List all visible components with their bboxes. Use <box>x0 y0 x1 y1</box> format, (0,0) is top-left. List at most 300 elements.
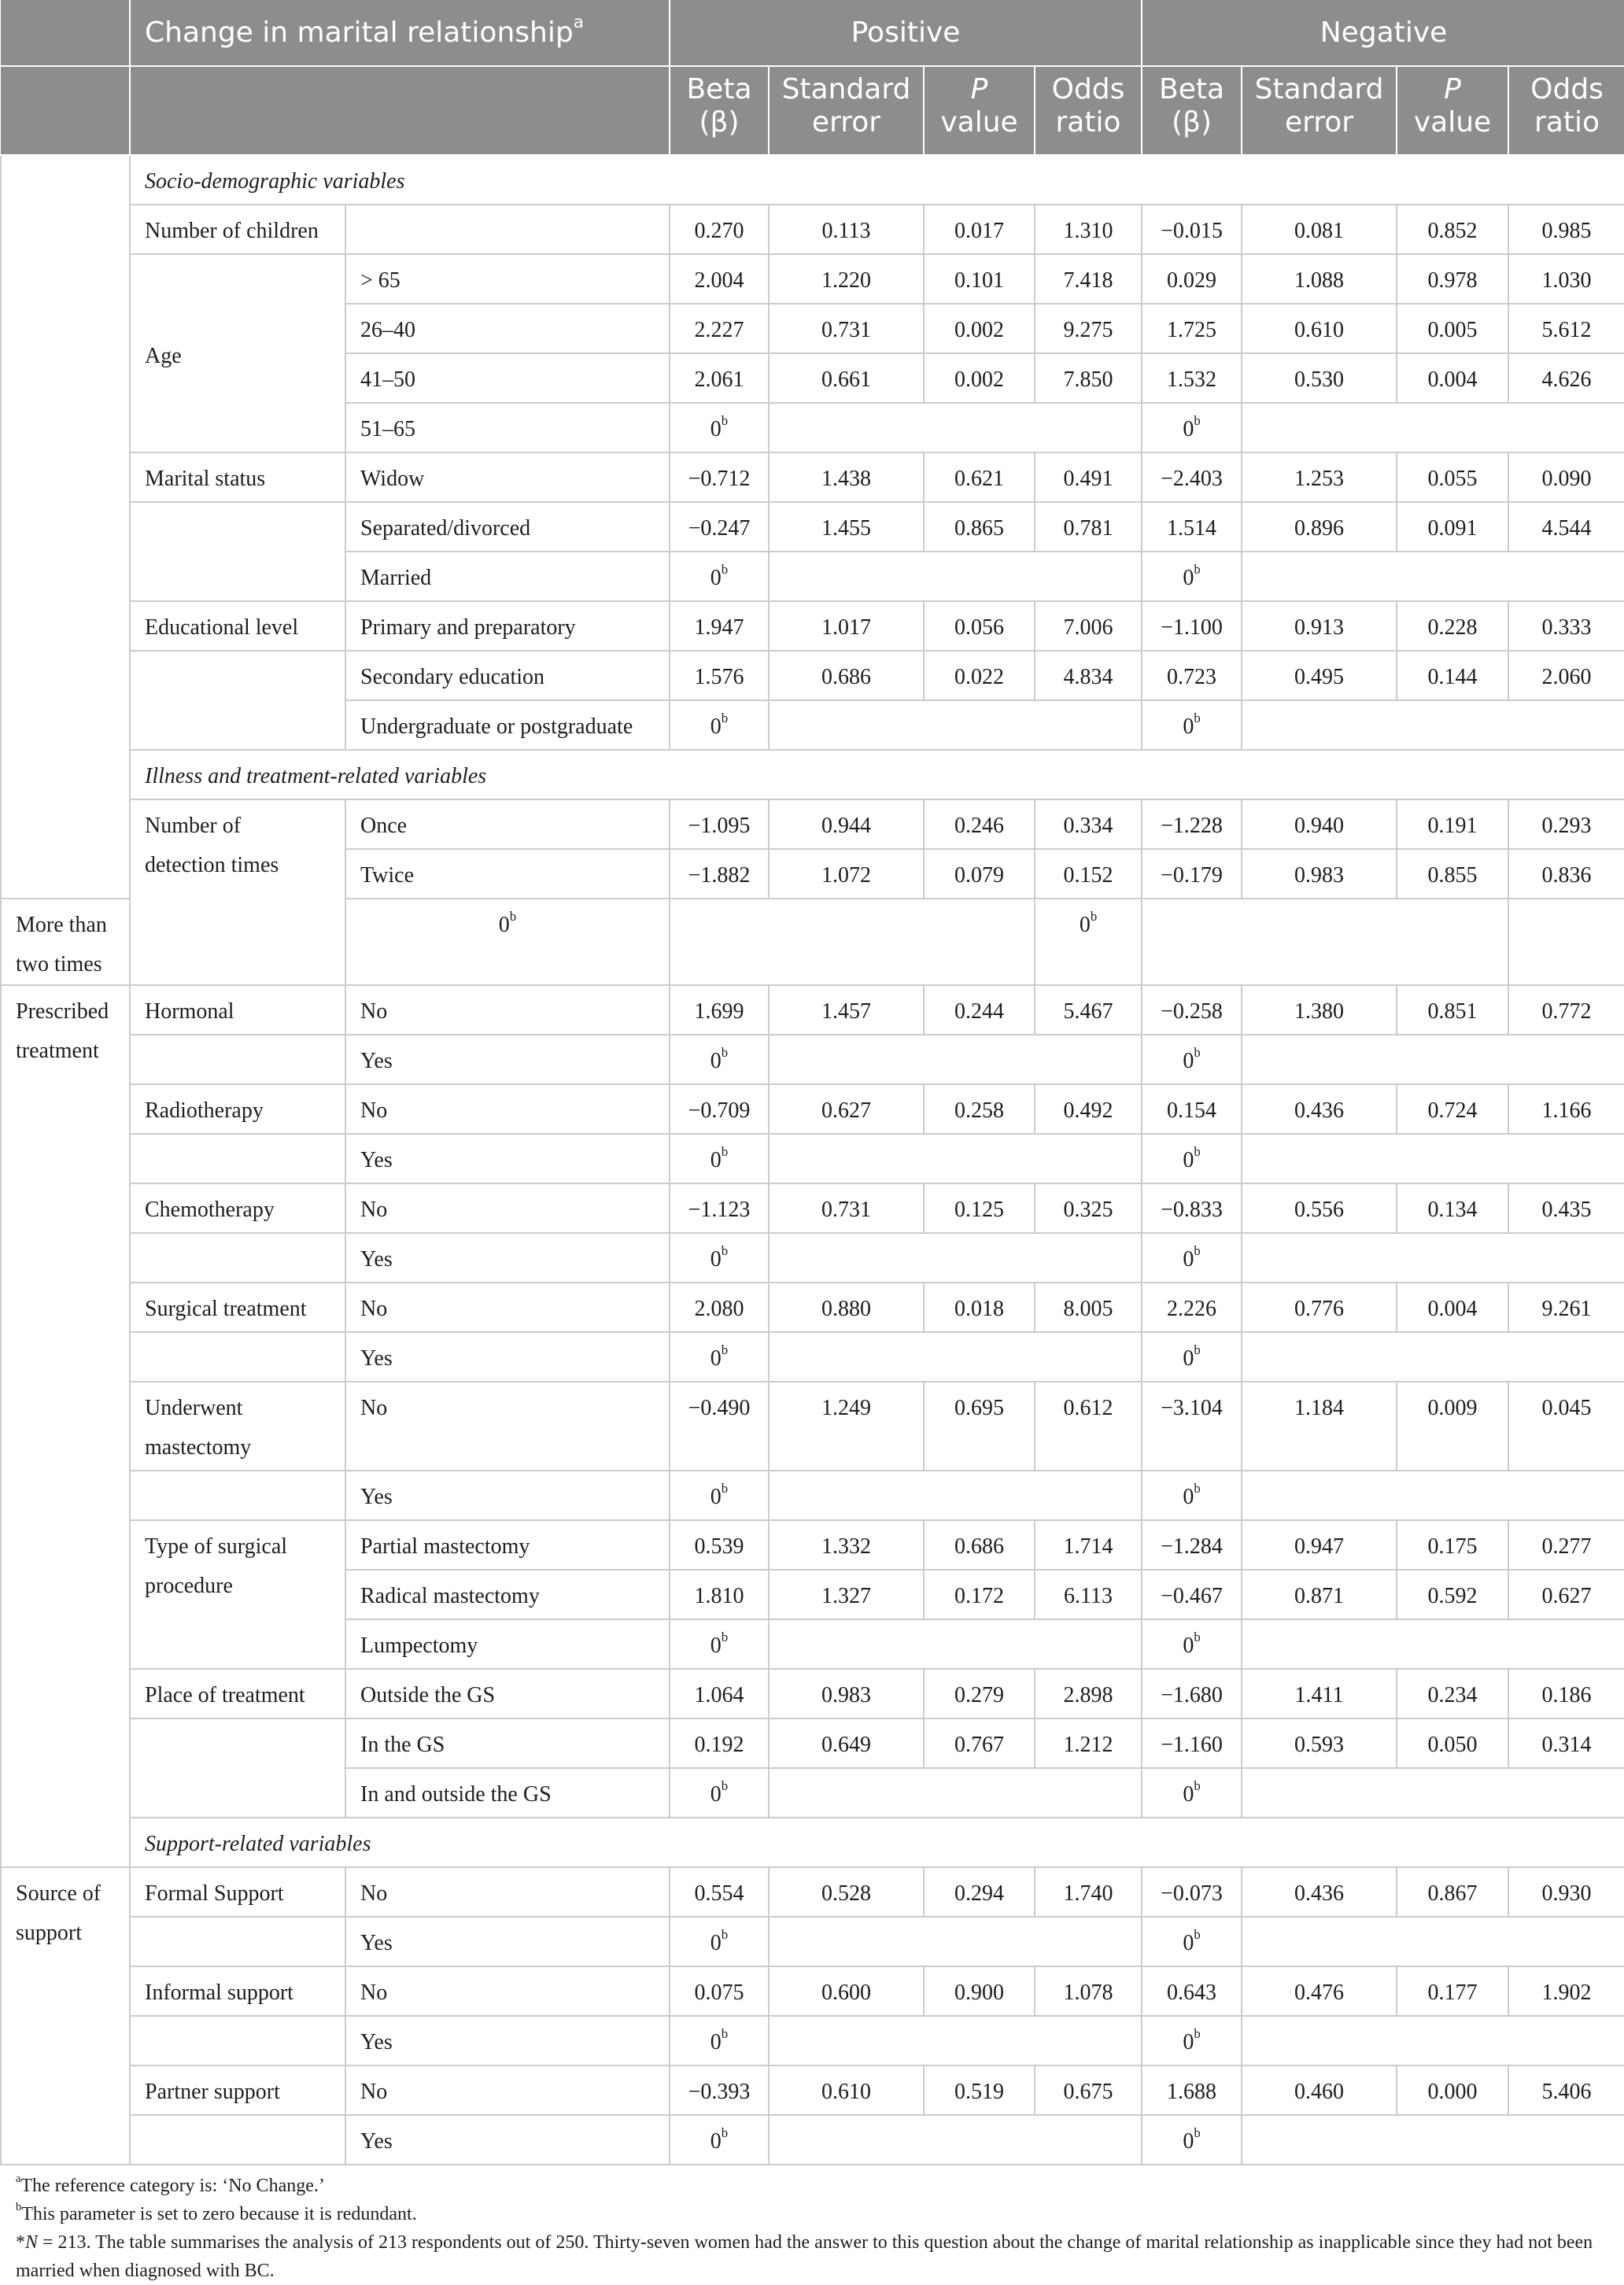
reference-footnote-mark: b <box>721 711 729 726</box>
table-row <box>1 1718 1624 1768</box>
header-blank-cell <box>130 66 670 155</box>
table-header <box>1 0 1624 155</box>
value-cell: 0.530 <box>1242 353 1397 403</box>
value-cell: 0.528 <box>769 1867 924 1917</box>
reference-footnote-mark: b <box>721 1342 729 1358</box>
col-header-or: Odds ratio <box>1508 66 1624 155</box>
value-cell: 1.688 <box>1142 2065 1242 2115</box>
table-row <box>1 2016 1624 2065</box>
value-cell: 2.226 <box>1142 1283 1242 1332</box>
col-header-se: Standard error <box>1242 66 1397 155</box>
value-cell: 0.983 <box>769 1669 924 1718</box>
level-label: In and outside the GS <box>345 1768 670 1818</box>
value-cell: 0.947 <box>1242 1520 1397 1570</box>
value-cell: 0.913 <box>1242 601 1397 651</box>
value-cell: 1.249 <box>769 1382 924 1471</box>
value-cell: −1.882 <box>670 849 769 899</box>
reference-footnote-mark: b <box>1090 909 1098 925</box>
variable-label: Underwent mastectomy <box>130 1382 345 1471</box>
table-row <box>1 1382 1624 1471</box>
value-cell: 1.699 <box>670 985 769 1035</box>
reference-footnote-mark: b <box>721 2026 729 2042</box>
table-row <box>1 452 1624 502</box>
reference-value: 0 <box>710 1049 722 1073</box>
value-cell: 0.495 <box>1242 651 1397 700</box>
value-cell: 0.731 <box>769 1183 924 1233</box>
value-cell: 0.234 <box>1397 1669 1508 1718</box>
value-cell: 1.088 <box>1242 254 1397 304</box>
value-cell <box>1142 403 1242 452</box>
value-cell: 1.332 <box>769 1520 924 1570</box>
value-cell <box>345 899 670 985</box>
value-cell: 0.090 <box>1508 452 1624 502</box>
value-cell <box>1035 899 1142 985</box>
reference-footnote-mark: b <box>1194 413 1201 429</box>
empty-cell <box>1242 1917 1624 1966</box>
level-label: No <box>345 1183 670 1233</box>
value-cell: 0.627 <box>1508 1570 1624 1619</box>
empty-cell <box>1242 700 1624 750</box>
level-label: > 65 <box>345 254 670 304</box>
value-cell: 1.514 <box>1142 502 1242 552</box>
value-cell: 0.334 <box>1035 799 1142 849</box>
value-cell: 4.626 <box>1508 353 1624 403</box>
value-cell: 0.610 <box>1242 304 1397 353</box>
level-label: 41–50 <box>345 353 670 403</box>
empty-cell <box>769 2016 1142 2065</box>
header-title: Change in marital relationship$^a$ <box>130 0 670 66</box>
reference-value: 0 <box>710 1633 722 1658</box>
value-cell: −0.393 <box>670 2065 769 2115</box>
value-cell: 2.004 <box>670 254 769 304</box>
value-cell: 0.325 <box>1035 1183 1142 1233</box>
reference-footnote-mark: b <box>1194 2026 1201 2042</box>
level-label: More than two times <box>1 899 130 985</box>
table-row <box>1 254 1624 304</box>
reference-footnote-mark: b <box>721 1778 729 1794</box>
value-cell: 0.017 <box>924 205 1035 254</box>
reference-value: 0 <box>1183 1633 1194 1658</box>
table-row <box>1 651 1624 700</box>
level-label: 26–40 <box>345 304 670 353</box>
value-cell: 1.455 <box>769 502 924 552</box>
level-label: Lumpectomy <box>345 1619 670 1669</box>
value-cell: 0.600 <box>769 1966 924 2016</box>
value-cell: 0.314 <box>1508 1718 1624 1768</box>
value-cell: 0.435 <box>1508 1183 1624 1233</box>
value-cell: 0.002 <box>924 304 1035 353</box>
value-cell: 0.865 <box>924 502 1035 552</box>
level-label: Yes <box>345 1134 670 1183</box>
value-cell: 2.898 <box>1035 1669 1142 1718</box>
value-cell: 0.045 <box>1508 1382 1624 1471</box>
reference-footnote-mark: b <box>1194 1045 1201 1061</box>
value-cell: 0.186 <box>1508 1669 1624 1718</box>
table-row <box>1 1084 1624 1134</box>
value-cell: 1.576 <box>670 651 769 700</box>
value-cell: 0.294 <box>924 1867 1035 1917</box>
table-body <box>1 155 1624 2165</box>
value-cell: 1.457 <box>769 985 924 1035</box>
reference-value: 0 <box>1183 1346 1194 1371</box>
level-label: Twice <box>345 849 670 899</box>
variable-label: Age <box>130 254 345 452</box>
col-header-p: P value <box>924 66 1035 155</box>
variable-label: Radiotherapy <box>130 1084 345 1134</box>
value-cell: 7.850 <box>1035 353 1142 403</box>
value-cell: 0.279 <box>924 1669 1035 1718</box>
variable-label: Hormonal <box>130 985 345 1035</box>
variable-label: Place of treatment <box>130 1669 345 1718</box>
table-row <box>1 1471 1624 1520</box>
empty-cell <box>769 1471 1142 1520</box>
value-cell: 1.253 <box>1242 452 1397 502</box>
reference-footnote-mark: b <box>1194 2125 1201 2141</box>
reference-footnote-mark: b <box>1194 1927 1201 1943</box>
table-row <box>1 1283 1624 1332</box>
value-cell: 0.661 <box>769 353 924 403</box>
value-cell: 0.333 <box>1508 601 1624 651</box>
value-cell: −0.490 <box>670 1382 769 1471</box>
value-cell: 0.004 <box>1397 1283 1508 1332</box>
value-cell: 0.101 <box>924 254 1035 304</box>
variable-label <box>130 2016 345 2065</box>
value-cell: 0.627 <box>769 1084 924 1134</box>
value-cell: 6.113 <box>1035 1570 1142 1619</box>
level-label <box>345 205 670 254</box>
empty-cell <box>1142 899 1508 985</box>
value-cell: −1.160 <box>1142 1718 1242 1768</box>
level-label: Yes <box>345 2016 670 2065</box>
value-cell: 1.725 <box>1142 304 1242 353</box>
reference-value: 0 <box>710 417 722 441</box>
level-label: Widow <box>345 452 670 502</box>
level-label: No <box>345 1084 670 1134</box>
value-cell <box>670 1332 769 1382</box>
value-cell <box>670 1917 769 1966</box>
level-label: Yes <box>345 1471 670 1520</box>
value-cell: 0.643 <box>1142 1966 1242 2016</box>
value-cell: 1.532 <box>1142 353 1242 403</box>
value-cell: 0.144 <box>1397 651 1508 700</box>
variable-label: Number of children <box>130 205 345 254</box>
reference-value: 0 <box>710 714 722 739</box>
value-cell: 1.017 <box>769 601 924 651</box>
reference-value: 0 <box>710 1782 722 1807</box>
value-cell: 4.834 <box>1035 651 1142 700</box>
empty-cell <box>1242 1471 1624 1520</box>
reference-value: 0 <box>1183 1148 1194 1172</box>
value-cell: 8.005 <box>1035 1283 1142 1332</box>
value-cell: 0.612 <box>1035 1382 1142 1471</box>
value-cell: 0.005 <box>1397 304 1508 353</box>
value-cell: 0.172 <box>924 1570 1035 1619</box>
value-cell: −0.015 <box>1142 205 1242 254</box>
table-row <box>1 2115 1624 2165</box>
col-header-or: Odds ratio <box>1035 66 1142 155</box>
value-cell: 1.947 <box>670 601 769 651</box>
reference-footnote-mark: b <box>721 1481 729 1497</box>
value-cell: 5.406 <box>1508 2065 1624 2115</box>
value-cell: 0.767 <box>924 1718 1035 1768</box>
level-label: Married <box>345 552 670 601</box>
value-cell: 0.556 <box>1242 1183 1397 1233</box>
header-group-positive: Positive <box>670 0 1142 66</box>
variable-label: Partner support <box>130 2065 345 2115</box>
reference-value: 0 <box>1183 2030 1194 2054</box>
reference-value: 0 <box>710 1148 722 1172</box>
value-cell: 5.612 <box>1508 304 1624 353</box>
value-cell: 0.852 <box>1397 205 1508 254</box>
section-row <box>1 1818 1624 1867</box>
reference-value: 0 <box>710 1247 722 1272</box>
value-cell: 0.772 <box>1508 985 1624 1035</box>
variable-label <box>130 1917 345 1966</box>
value-cell <box>1142 1619 1242 1669</box>
value-cell: 0.724 <box>1397 1084 1508 1134</box>
reference-footnote-mark: b <box>1194 1630 1201 1645</box>
value-cell: 0.871 <box>1242 1570 1397 1619</box>
value-cell: 1.030 <box>1508 254 1624 304</box>
empty-cell <box>769 1619 1142 1669</box>
value-cell: 0.154 <box>1142 1084 1242 1134</box>
value-cell: 0.002 <box>924 353 1035 403</box>
empty-cell <box>1242 1768 1624 1818</box>
value-cell: 0.191 <box>1397 799 1508 849</box>
value-cell: 0.175 <box>1397 1520 1508 1570</box>
value-cell: 1.184 <box>1242 1382 1397 1471</box>
value-cell: 1.327 <box>769 1570 924 1619</box>
value-cell: 0.554 <box>670 1867 769 1917</box>
variable-label: Informal support <box>130 1966 345 2016</box>
value-cell: 1.166 <box>1508 1084 1624 1134</box>
value-cell: 0.081 <box>1242 205 1397 254</box>
value-cell: 0.029 <box>1142 254 1242 304</box>
empty-cell <box>1242 403 1624 452</box>
variable-label <box>130 1332 345 1382</box>
value-cell: 0.610 <box>769 2065 924 2115</box>
value-cell: −0.833 <box>1142 1183 1242 1233</box>
table-footnotes <box>16 2172 1613 2285</box>
variable-label <box>130 1233 345 1283</box>
header-blank-cell <box>1 66 130 155</box>
value-cell: −1.680 <box>1142 1669 1242 1718</box>
value-cell <box>670 2115 769 2165</box>
value-cell: 0.491 <box>1035 452 1142 502</box>
empty-cell <box>1242 2016 1624 2065</box>
reference-footnote-mark: b <box>1194 1243 1201 1259</box>
value-cell: 0.781 <box>1035 502 1142 552</box>
value-cell: −0.258 <box>1142 985 1242 1035</box>
value-cell: −0.179 <box>1142 849 1242 899</box>
level-label: Secondary education <box>345 651 670 700</box>
level-label: In the GS <box>345 1718 670 1768</box>
table-row <box>1 1917 1624 1966</box>
col-header-beta: Beta (β) <box>670 66 769 155</box>
value-cell: 0.621 <box>924 452 1035 502</box>
reference-footnote-mark: b <box>721 413 729 429</box>
variable-label: Type of surgical procedure <box>130 1520 345 1669</box>
value-cell <box>670 1233 769 1283</box>
reference-value: 0 <box>1183 1049 1194 1073</box>
reference-value: 0 <box>1183 417 1194 441</box>
section-label: Illness and treatment-related variables <box>130 750 1624 799</box>
value-cell: 0.134 <box>1397 1183 1508 1233</box>
value-cell: 7.006 <box>1035 601 1142 651</box>
value-cell: 2.080 <box>670 1283 769 1332</box>
variable-label <box>130 1134 345 1183</box>
value-cell: 0.776 <box>1242 1283 1397 1332</box>
variable-label <box>130 1718 345 1818</box>
group-cell <box>1 155 130 899</box>
value-cell: 0.009 <box>1397 1382 1508 1471</box>
table-row <box>1 1183 1624 1233</box>
variable-label <box>130 2115 345 2165</box>
value-cell: 1.064 <box>670 1669 769 1718</box>
section-label: Support-related variables <box>130 1818 1624 1867</box>
value-cell: −1.284 <box>1142 1520 1242 1570</box>
value-cell: 4.544 <box>1508 502 1624 552</box>
value-cell: 0.855 <box>1397 849 1508 899</box>
level-label: No <box>345 985 670 1035</box>
value-cell: 0.192 <box>670 1718 769 1768</box>
empty-cell <box>1242 1035 1624 1084</box>
value-cell: 0.022 <box>924 651 1035 700</box>
value-cell: 0.900 <box>924 1966 1035 2016</box>
value-cell <box>1142 1233 1242 1283</box>
value-cell <box>1142 552 1242 601</box>
value-cell: −0.467 <box>1142 1570 1242 1619</box>
reference-value: 0 <box>1183 2129 1194 2154</box>
value-cell: 0.018 <box>924 1283 1035 1332</box>
value-cell: 0.293 <box>1508 799 1624 849</box>
value-cell: 0.836 <box>1508 849 1624 899</box>
empty-cell <box>1242 1619 1624 1669</box>
value-cell <box>1142 1332 1242 1382</box>
reference-value: 0 <box>1183 1247 1194 1272</box>
table-row <box>1 1134 1624 1183</box>
value-cell <box>670 700 769 750</box>
value-cell: 1.714 <box>1035 1520 1142 1570</box>
level-label: Outside the GS <box>345 1669 670 1718</box>
reference-footnote-mark: b <box>721 562 729 578</box>
value-cell: −0.712 <box>670 452 769 502</box>
reference-footnote-mark: b <box>721 1144 729 1160</box>
empty-cell <box>769 1768 1142 1818</box>
value-cell: 9.275 <box>1035 304 1142 353</box>
value-cell: −0.073 <box>1142 1867 1242 1917</box>
table-row <box>1 985 1624 1035</box>
value-cell <box>670 552 769 601</box>
reference-footnote-mark: b <box>509 909 517 925</box>
variable-label <box>130 1035 345 1084</box>
value-cell <box>670 1035 769 1084</box>
table-row <box>1 1233 1624 1283</box>
value-cell: 0.476 <box>1242 1966 1397 2016</box>
value-cell: −0.709 <box>670 1084 769 1134</box>
empty-cell <box>769 552 1142 601</box>
value-cell: 0.896 <box>1242 502 1397 552</box>
value-cell: 1.078 <box>1035 1966 1142 2016</box>
level-label: Undergraduate or postgraduate <box>345 700 670 750</box>
value-cell: 0.050 <box>1397 1718 1508 1768</box>
empty-cell <box>769 1917 1142 1966</box>
level-label: Yes <box>345 1917 670 1966</box>
value-cell <box>1142 700 1242 750</box>
value-cell: 1.310 <box>1035 205 1142 254</box>
value-cell: 0.851 <box>1397 985 1508 1035</box>
value-cell: 0.125 <box>924 1183 1035 1233</box>
value-cell: 1.212 <box>1035 1718 1142 1768</box>
value-cell: 0.228 <box>1397 601 1508 651</box>
value-cell: 0.675 <box>1035 2065 1142 2115</box>
reference-value: 0 <box>1183 566 1194 590</box>
level-label: No <box>345 1283 670 1332</box>
value-cell: 0.686 <box>924 1520 1035 1570</box>
level-label: Yes <box>345 1233 670 1283</box>
table-row <box>1 1332 1624 1382</box>
empty-cell <box>769 1233 1142 1283</box>
value-cell: 1.740 <box>1035 1867 1142 1917</box>
reference-value: 0 <box>1183 1485 1194 1509</box>
value-cell: 0.113 <box>769 205 924 254</box>
value-cell: 1.810 <box>670 1570 769 1619</box>
value-cell: 0.592 <box>1397 1570 1508 1619</box>
table-row <box>1 601 1624 651</box>
table-row <box>1 205 1624 254</box>
value-cell: 1.411 <box>1242 1669 1397 1718</box>
reference-value: 0 <box>1183 1782 1194 1807</box>
value-cell: 0.055 <box>1397 452 1508 502</box>
value-cell: −3.104 <box>1142 1382 1242 1471</box>
reference-value: 0 <box>710 566 722 590</box>
value-cell: 0.930 <box>1508 1867 1624 1917</box>
table-row <box>1 1966 1624 2016</box>
value-cell: 1.220 <box>769 254 924 304</box>
value-cell <box>670 1768 769 1818</box>
value-cell: 0.091 <box>1397 502 1508 552</box>
level-label: No <box>345 1966 670 2016</box>
value-cell: 9.261 <box>1508 1283 1624 1332</box>
reference-value: 0 <box>1183 1931 1194 1955</box>
variable-label: Educational level <box>130 601 345 651</box>
value-cell: 0.056 <box>924 601 1035 651</box>
value-cell: 0.152 <box>1035 849 1142 899</box>
value-cell: 0.539 <box>670 1520 769 1570</box>
table-row <box>1 799 1624 849</box>
value-cell: −1.100 <box>1142 601 1242 651</box>
header-blank-cell <box>1 0 130 66</box>
value-cell <box>1142 1471 1242 1520</box>
value-cell: 2.060 <box>1508 651 1624 700</box>
value-cell: 0.079 <box>924 849 1035 899</box>
reference-footnote-mark: b <box>721 1243 729 1259</box>
reference-value: 0 <box>710 1346 722 1371</box>
value-cell: 0.492 <box>1035 1084 1142 1134</box>
value-cell: 0.985 <box>1508 205 1624 254</box>
reference-footnote-mark: b <box>1194 1481 1201 1497</box>
value-cell: 7.418 <box>1035 254 1142 304</box>
table-row <box>1 2065 1624 2115</box>
variable-label <box>130 1471 345 1520</box>
table-row <box>1 1867 1624 1917</box>
empty-cell <box>1242 552 1624 601</box>
value-cell <box>1142 1134 1242 1183</box>
reference-footnote-mark: b <box>1194 1144 1201 1160</box>
value-cell <box>1142 1917 1242 1966</box>
variable-label: Number of detection times <box>130 799 345 985</box>
value-cell: 0.000 <box>1397 2065 1508 2115</box>
